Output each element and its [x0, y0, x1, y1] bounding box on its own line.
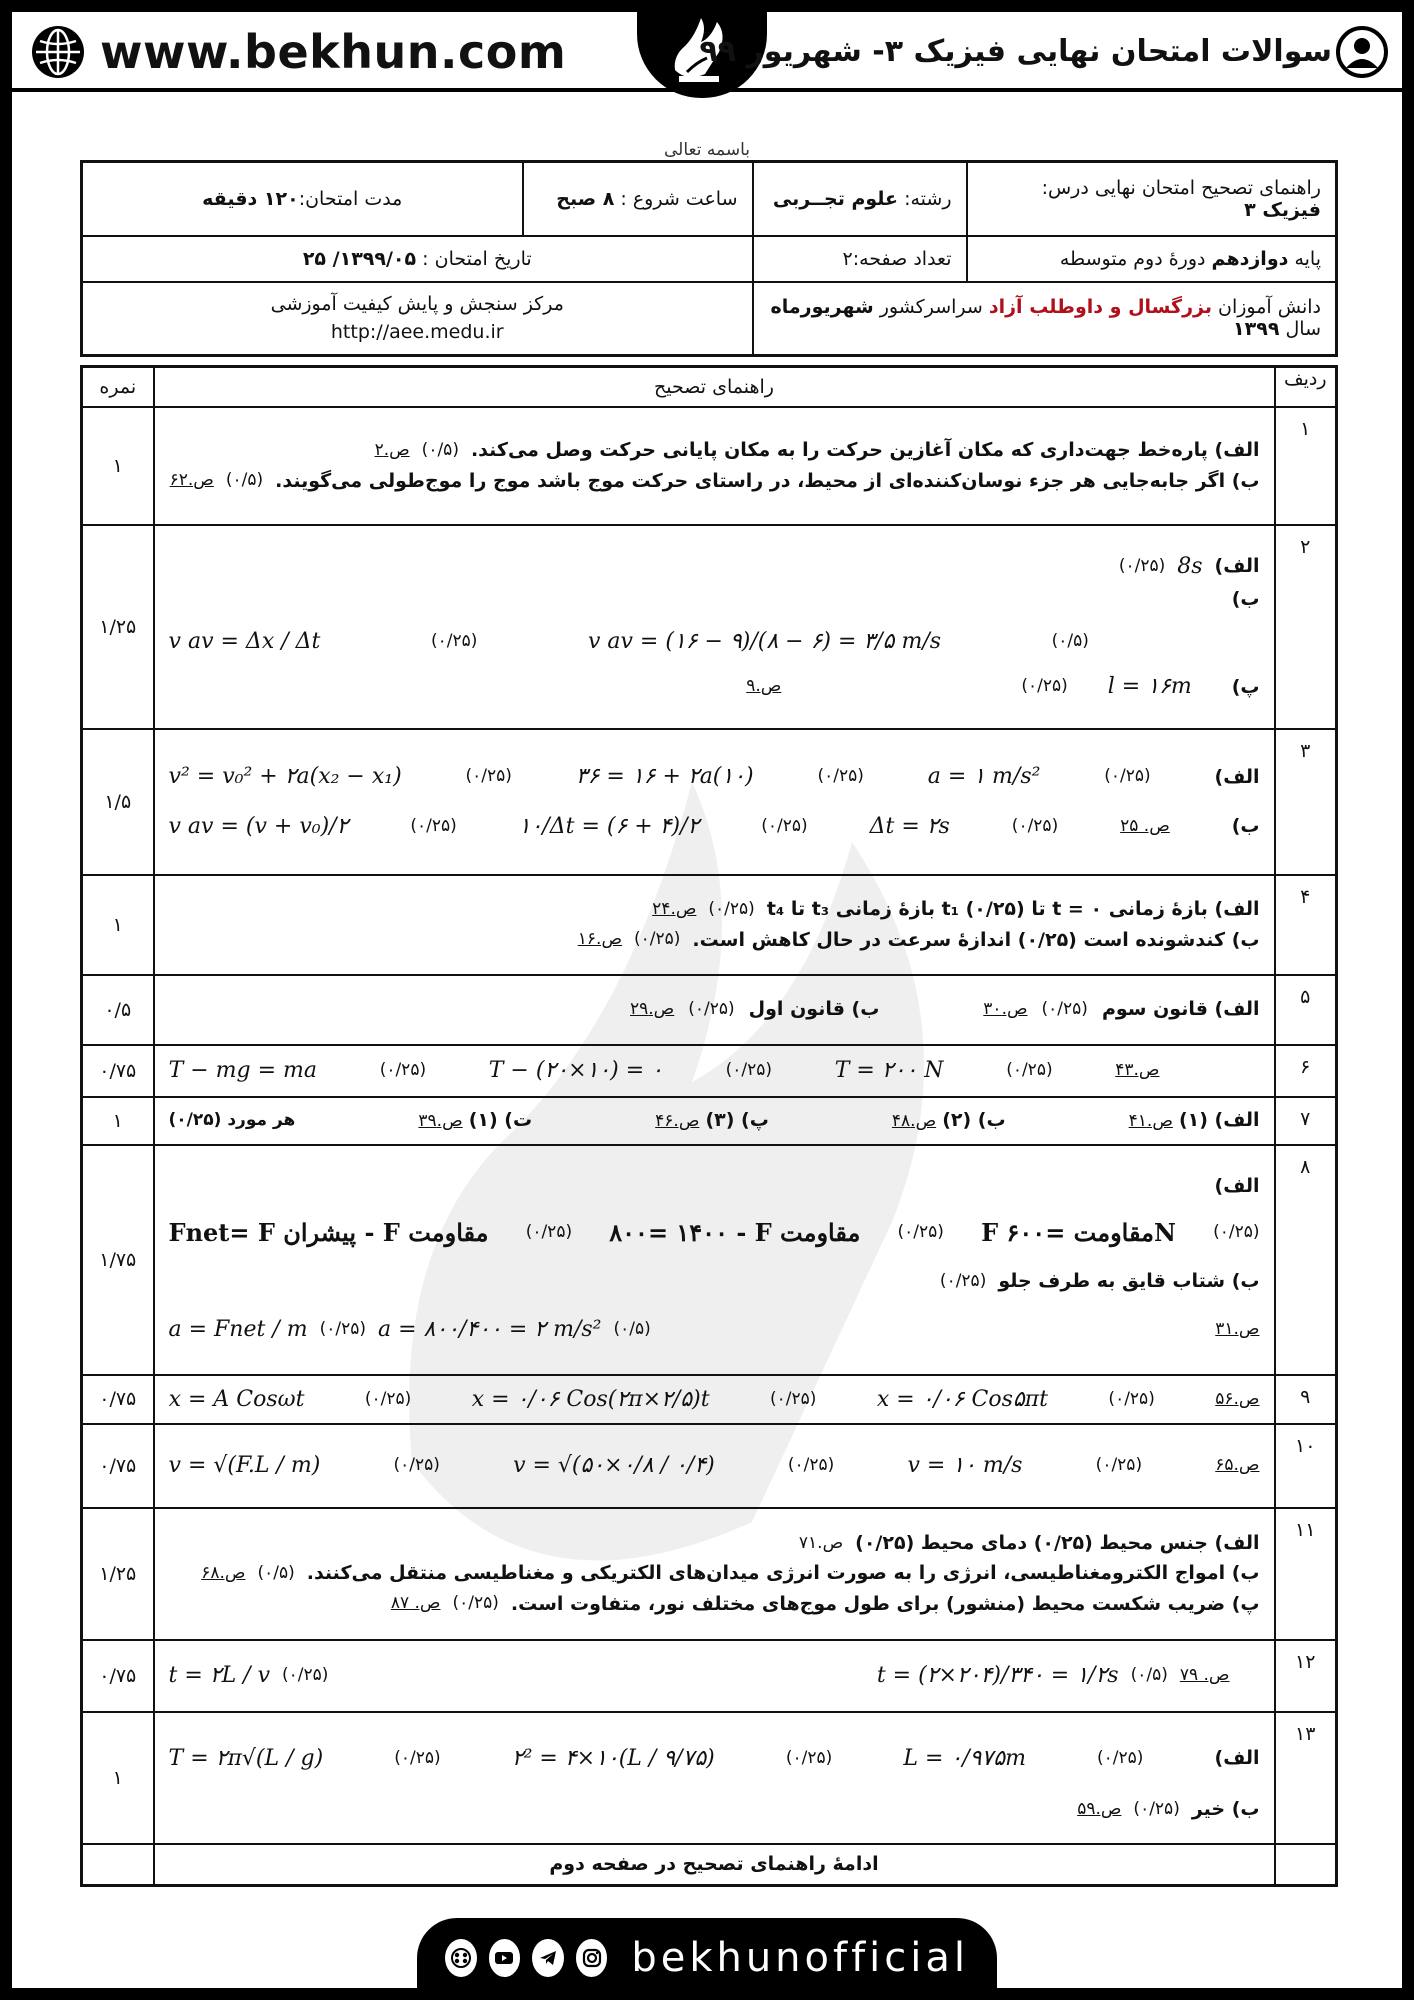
points: (۰/۲۵)	[364, 1388, 412, 1409]
page-ref: ص.۲۹	[630, 998, 675, 1019]
row-score: ۰/۷۵	[82, 1045, 154, 1097]
bismillah: باسمه تعالی	[664, 140, 750, 160]
row-answer	[154, 1097, 1275, 1145]
table-row	[82, 1145, 1337, 1375]
page-ref: ص.۳۰	[983, 998, 1028, 1019]
points: (۰/۲۵)	[785, 1747, 833, 1768]
page-ref: ص.۲	[374, 439, 410, 460]
page-ref: ص.۷۱	[798, 1532, 844, 1553]
formula: x = ۰/۰۶ Cos۵πt	[876, 1386, 1048, 1412]
answer-group	[418, 1105, 532, 1135]
row-answer	[154, 1424, 1275, 1508]
header-guide-col: راهنمای تصحیح	[154, 367, 1275, 407]
row-answer	[154, 975, 1275, 1045]
continued-row	[82, 1844, 1337, 1886]
row-score: ۱	[82, 1712, 154, 1844]
points: (۰/۲۵)	[1133, 1798, 1180, 1819]
page-ref: ص.۴۱	[1128, 1111, 1173, 1132]
answer-text: پ) (۳)	[705, 1109, 769, 1132]
telegram-icon[interactable]	[532, 1939, 564, 1977]
points: (۰/۲۵)	[319, 1319, 366, 1340]
row-answer	[154, 1508, 1275, 1640]
table-row	[82, 875, 1337, 975]
answer-text: الف) (۱)	[1178, 1109, 1260, 1132]
row-score: ۱	[82, 875, 154, 975]
points: (۰/۲۵)	[430, 631, 478, 652]
students-cell: دانش آموزان بزرگسال و داوطلب آزاد سراسرکشور شهریورماه سال ۱۳۹۹	[753, 282, 1337, 356]
formula: v av = (۱۶ − ۹)/(۸ − ۶) = ۳/۵ m/s	[587, 629, 942, 655]
formula: a = ۸۰۰/۴۰۰ = ۲ m/s²	[378, 1317, 602, 1343]
points: (۰/۲۵)	[1108, 1388, 1155, 1409]
answer-text: ب) شتاب قایق به طرف جلو	[998, 1270, 1260, 1293]
formula: t = (۲×۲۰۴)/۳۴۰ = ۱/۲s	[876, 1663, 1119, 1689]
points: (۰/۵)	[225, 470, 264, 491]
formula: F مقاومت =۶۰۰N	[981, 1217, 1176, 1247]
page-ref: ص. ۲۵	[1120, 815, 1170, 836]
points: (۰/۲۵)	[725, 1059, 773, 1080]
page-ref: ص.۴۶	[655, 1111, 700, 1132]
formula: T = ۲۰۰ N	[834, 1057, 944, 1083]
formula: 8s	[1177, 553, 1203, 579]
row-score: ۱	[82, 407, 154, 525]
grade-cell: پایه دوازدهم دورهٔ دوم متوسطه	[967, 236, 1337, 282]
row-answer	[154, 1375, 1275, 1424]
header-row-col: ردیف	[1275, 367, 1337, 407]
header-score-col: نمره	[82, 367, 154, 407]
formula: Fnet= F پیشران - F مقاومت	[168, 1217, 489, 1247]
row-answer	[154, 1640, 1275, 1712]
points: (۰/۲۵)	[1095, 1455, 1143, 1476]
center-cell	[82, 282, 753, 356]
answer-label: الف)	[1214, 1175, 1260, 1198]
table-row	[82, 407, 1337, 525]
answer-text: ب) اگر جابه‌جایی هر جزء نوسان‌کننده‌ای از محیط، در راستای حرکت موج باشد موج را موج‌طولی می‌گویند.	[275, 469, 1260, 492]
answer-label: الف)	[1214, 765, 1260, 788]
row-number: ۹	[1275, 1375, 1337, 1424]
answer-text: الف) قانون سوم	[1101, 998, 1260, 1021]
points: (۰/۲۵)	[1011, 815, 1059, 836]
row-answer	[154, 729, 1275, 875]
exam-title: سوالات امتحان نهایی فیزیک ۳- شهریور ۹۹	[699, 34, 1332, 69]
answer-label: الف)	[1214, 554, 1260, 577]
table-row	[82, 1045, 1337, 1097]
page-ref: ص.۵۹	[1077, 1798, 1122, 1819]
table-row	[82, 525, 1337, 729]
table-row	[82, 1640, 1337, 1712]
points: هر مورد (۰/۲۵)	[168, 1109, 296, 1130]
formula: v = √(F.L / m)	[168, 1453, 321, 1479]
points: (۰/۲۵)	[939, 1270, 987, 1291]
row-score: ۰/۵	[82, 975, 154, 1045]
page-ref: ص.۶۲	[169, 470, 214, 491]
points: (۰/۲۵)	[1097, 1747, 1144, 1768]
answer-group	[1129, 1105, 1260, 1135]
table-row	[82, 729, 1337, 875]
row-score: ۰/۷۵	[82, 1375, 154, 1424]
points: (۰/۲۵)	[634, 929, 681, 950]
page-ref: ص.۵۶	[1215, 1388, 1260, 1409]
table-row	[82, 1097, 1337, 1145]
formula: T − mg = ma	[168, 1057, 318, 1083]
formula: T = ۲π√(L / g)	[168, 1745, 324, 1771]
points: (۰/۲۵)	[769, 1388, 817, 1409]
formula: v = √(۵۰×۰/۸ / ۰/۴)	[513, 1453, 715, 1479]
formula: v² = v₀² + ۲a(x₂ − x₁)	[168, 764, 402, 790]
page-ref: ص.۱۶	[577, 929, 623, 950]
formula: a = Fnet / m	[168, 1317, 308, 1343]
formula: Δt = ۲s	[869, 813, 950, 839]
row-answer	[154, 1145, 1275, 1375]
page-ref: ص.۳۹	[418, 1111, 463, 1132]
answer-text: ب) خیر	[1191, 1798, 1260, 1821]
formula: v av = Δx / Δt	[168, 629, 321, 655]
row-number: ۶	[1275, 1045, 1337, 1097]
answer-text: ب) قانون اول	[748, 998, 880, 1021]
points: (۰/۲۵)	[394, 1747, 441, 1768]
aparat-icon[interactable]	[445, 1939, 477, 1977]
globe-icon	[30, 24, 86, 80]
answer-text: ب) امواج الکترومغناطیسی، انرژی را به صورت انرژی میدان‌های الکتریکی و مغناطیسی منتقل می‌کنند.	[306, 1562, 1260, 1585]
row-number: ۱۳	[1275, 1712, 1337, 1844]
formula: L = ۰/۹۷۵m	[903, 1745, 1026, 1771]
formula: v = ۱۰ m/s	[907, 1453, 1023, 1479]
points: (۰/۲۵)	[452, 1593, 499, 1614]
answer-text: الف) پاره‌خط جهت‌داری که مکان آغازین حرکت را به مکان پایانی حرکت وصل می‌کند.	[470, 439, 1260, 462]
points: (۰/۲۵)	[1118, 555, 1166, 576]
row-answer	[154, 407, 1275, 525]
formula: x = A Cosωt	[168, 1386, 305, 1412]
page-ref: ص.۳۱	[1215, 1319, 1260, 1340]
answer-text: پ) ضریب شکست محیط (منشور) برای طول موج‌های مختلف نور، متفاوت است.	[510, 1592, 1260, 1615]
answer-text: ب) کندشونده است (۰/۲۵) اندازهٔ سرعت در حال کاهش است.	[692, 928, 1260, 951]
points: (۰/۲۵)	[688, 998, 735, 1019]
formula: a = ۱ m/s²	[927, 764, 1041, 790]
points: (۰/۲۵)	[1021, 676, 1068, 697]
row-score: ۱/۲۵	[82, 1508, 154, 1640]
row-score: ۰/۷۵	[82, 1424, 154, 1508]
row-number: ۸	[1275, 1145, 1337, 1375]
page-ref: ص.۴۳	[1115, 1059, 1160, 1080]
course-cell: راهنمای تصحیح امتحان نهایی درس: فیزیک ۳	[967, 162, 1337, 236]
answer-label: الف)	[1214, 1747, 1260, 1770]
row-score: ۱/۷۵	[82, 1145, 154, 1375]
points: (۰/۲۵)	[1041, 998, 1088, 1019]
points: (۰/۵)	[1130, 1665, 1168, 1686]
points: (۰/۲۵)	[465, 766, 512, 787]
table-row	[82, 1712, 1337, 1844]
answer-label: ب)	[1231, 814, 1260, 837]
site-link[interactable]	[30, 24, 566, 80]
formula: x = ۰/۰۶ Cos(۲π×۲/۵)t	[471, 1386, 710, 1412]
formula: l = ۱۶m	[1107, 674, 1192, 700]
answer-text: ت) (۱)	[468, 1109, 533, 1132]
points: (۰/۲۵)	[1213, 1222, 1260, 1243]
row-number: ۱۱	[1275, 1508, 1337, 1640]
points: (۰/۲۵)	[787, 1455, 835, 1476]
formula: ۸۰۰= ۱۴۰۰ - F مقاومت	[609, 1217, 861, 1247]
page-ref: ص.۲۴	[652, 898, 697, 919]
points: (۰/۵)	[1051, 631, 1089, 652]
points: (۰/۲۵)	[525, 1222, 573, 1243]
table-row	[82, 1375, 1337, 1424]
answers-table	[80, 365, 1338, 1887]
formula: ۲² = ۴×۱۰(L / ۹/۷۵)	[511, 1745, 715, 1771]
row-answer	[154, 1045, 1275, 1097]
page-ref: ص.۶۵	[1215, 1455, 1260, 1476]
top-bar	[12, 12, 1402, 92]
row-number: ۵	[1275, 975, 1337, 1045]
row-number: ۱۰	[1275, 1424, 1337, 1508]
instagram-icon[interactable]	[576, 1939, 608, 1977]
social-bar	[417, 1918, 997, 1998]
empty-cell	[1275, 1844, 1337, 1886]
points: (۰/۵)	[257, 1563, 295, 1584]
exam-info-table	[80, 160, 1338, 357]
table-row	[82, 1508, 1337, 1640]
formula: T − (۲۰×۱۰) = ۰	[488, 1057, 663, 1083]
row-number: ۳	[1275, 729, 1337, 875]
user-profile-icon[interactable]	[1336, 26, 1388, 78]
answer-text: الف) جنس محیط (۰/۲۵) دمای محیط (۰/۲۵)	[855, 1532, 1260, 1555]
page-ref: ص.۴۸	[891, 1111, 937, 1132]
site-url[interactable]: www.bekhun.com	[100, 25, 567, 79]
row-answer	[154, 525, 1275, 729]
points: (۰/۲۵)	[1006, 1059, 1053, 1080]
duration-cell: مدت امتحان:۱۲۰ دقیقه	[82, 162, 523, 236]
continued-note: ادامهٔ راهنمای تصحیح در صفحه دوم	[154, 1844, 1275, 1886]
formula: t = ۲L / v	[168, 1663, 271, 1689]
field-cell: رشته: علوم تجــربی	[753, 162, 967, 236]
exam-date-cell: تاریخ امتحان : ۱۳۹۹/۰۵/ ۲۵	[82, 236, 753, 282]
page-count-cell: تعداد صفحه:۲	[753, 236, 967, 282]
answer-group	[892, 1105, 1006, 1135]
row-score: ۱/۲۵	[82, 525, 154, 729]
answer-text: ب) (۲)	[942, 1109, 1006, 1132]
points: (۰/۲۵)	[379, 1059, 427, 1080]
answer-label: ب)	[1231, 587, 1260, 610]
page-ref: ص.۶۸	[201, 1563, 246, 1584]
formula: ۱۰/Δt = (۶ + ۴)/۲	[518, 813, 700, 839]
empty-cell	[82, 1844, 154, 1886]
page-ref: ص. ۷۹	[1179, 1665, 1230, 1686]
row-answer	[154, 875, 1275, 975]
answer-label: پ)	[1231, 675, 1260, 698]
points: (۰/۲۵)	[708, 898, 755, 919]
points: (۰/۲۵)	[817, 766, 864, 787]
youtube-icon[interactable]	[489, 1939, 521, 1977]
answer-text: الف) بازهٔ زمانی ۰ = t تا t₁ (۰/۲۵) بازهٔ زمانی t₃ تا t₄	[766, 898, 1260, 921]
points: (۰/۲۵)	[761, 815, 808, 836]
answer-group	[655, 1105, 769, 1135]
answer-key-document	[80, 160, 1338, 1887]
social-handle[interactable]: bekhunofficial	[631, 1935, 970, 1981]
points: (۰/۲۵)	[282, 1665, 329, 1686]
points: (۰/۲۵)	[393, 1455, 440, 1476]
points: (۰/۵)	[421, 439, 459, 460]
row-number: ۷	[1275, 1097, 1337, 1145]
page-ref: ص. ۸۷	[390, 1593, 441, 1614]
row-answer	[154, 1712, 1275, 1844]
points: (۰/۲۵)	[897, 1222, 944, 1243]
row-number: ۱۲	[1275, 1640, 1337, 1712]
row-score: ۱	[82, 1097, 154, 1145]
formula: ۳۶ = ۱۶ + ۲a(۱۰)	[575, 764, 754, 790]
formula: v av = (v + v₀)/۲	[168, 813, 349, 839]
center-url[interactable]: http://aee.medu.ir	[330, 321, 504, 344]
table-row	[82, 975, 1337, 1045]
points: (۰/۵)	[613, 1319, 651, 1340]
row-score: ۰/۷۵	[82, 1640, 154, 1712]
center-name: مرکز سنجش و پایش کیفیت آموزشی	[270, 292, 564, 315]
page-ref: ص.۹	[746, 676, 782, 697]
row-score: ۱/۵	[82, 729, 154, 875]
points: (۰/۲۵)	[410, 815, 457, 836]
points: (۰/۲۵)	[1104, 766, 1151, 787]
row-number: ۴	[1275, 875, 1337, 975]
table-row	[82, 1424, 1337, 1508]
row-number: ۲	[1275, 525, 1337, 729]
start-time-cell: ساعت شروع : ۸ صبح	[523, 162, 753, 236]
row-number: ۱	[1275, 407, 1337, 525]
